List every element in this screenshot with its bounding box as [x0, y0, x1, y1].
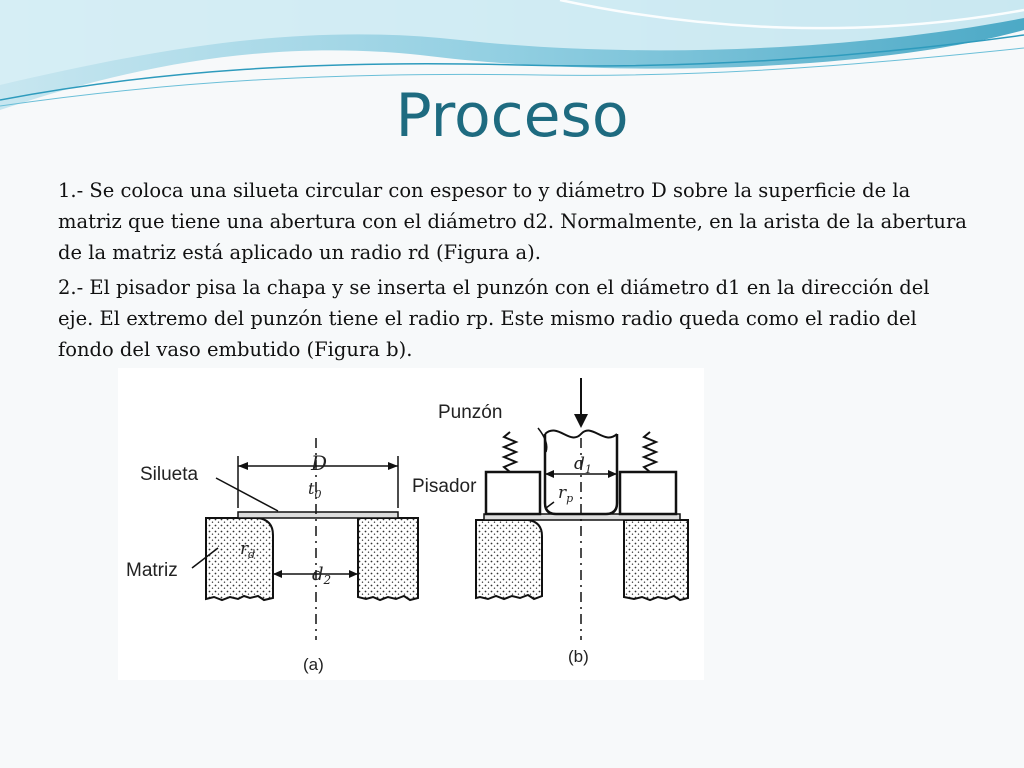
panel-a — [126, 438, 418, 674]
die-left-a — [206, 518, 273, 600]
label-pisador: Pisador — [412, 476, 477, 497]
label-silueta: Silueta — [140, 464, 199, 485]
label-d2: $d_2$ — [312, 564, 332, 587]
die-left-b — [476, 520, 542, 599]
label-matriz: Matriz — [126, 560, 178, 581]
label-d1: $d_1$ — [574, 454, 592, 476]
deep-drawing-diagram — [118, 368, 704, 680]
spring-right-icon — [644, 432, 656, 472]
label-D: D — [311, 451, 328, 475]
caption-b: (b) — [568, 647, 589, 666]
die-right-a — [358, 518, 418, 600]
die-right-b — [624, 520, 688, 600]
label-t0: $t_0$ — [308, 479, 322, 501]
label-rd: $r_d$ — [240, 539, 256, 561]
paragraph-step-2: 2.- El pisador pisa la chapa y se inserta el punzón con el diámetro d1 en la dirección del eje. El extremo del punzón tiene el radio rp. Este mismo radio queda como el radio del fondo del vaso embutido (Figura b). — [58, 276, 930, 361]
caption-a: (a) — [303, 655, 324, 674]
blank-holder-left — [486, 472, 540, 514]
label-rp: $r_p$ — [558, 483, 574, 505]
arrow-D-right — [388, 462, 398, 470]
arrow-d2-left — [273, 570, 282, 578]
arrow-D-left — [238, 462, 248, 470]
spring-left-icon — [504, 432, 516, 472]
blank-holder-right — [620, 472, 676, 514]
leader-silueta — [216, 478, 278, 511]
force-arrow-head-icon — [574, 414, 588, 428]
deep-drawing-figure — [118, 368, 704, 680]
paragraph-step-1: 1.- Se coloca una silueta circular con espesor to y diámetro D sobre la superficie de la matriz que tiene una abertura con el diámetro d2. Normalmente, en la arista de la abertura de la matriz está aplicado un radio rd (Figura a). — [58, 179, 967, 264]
arrow-d2-right — [349, 570, 358, 578]
label-punzon: Punzón — [438, 402, 503, 423]
slide-title: Proceso — [395, 81, 629, 151]
panel-b — [412, 378, 688, 666]
blank-sheet-a — [238, 512, 398, 518]
